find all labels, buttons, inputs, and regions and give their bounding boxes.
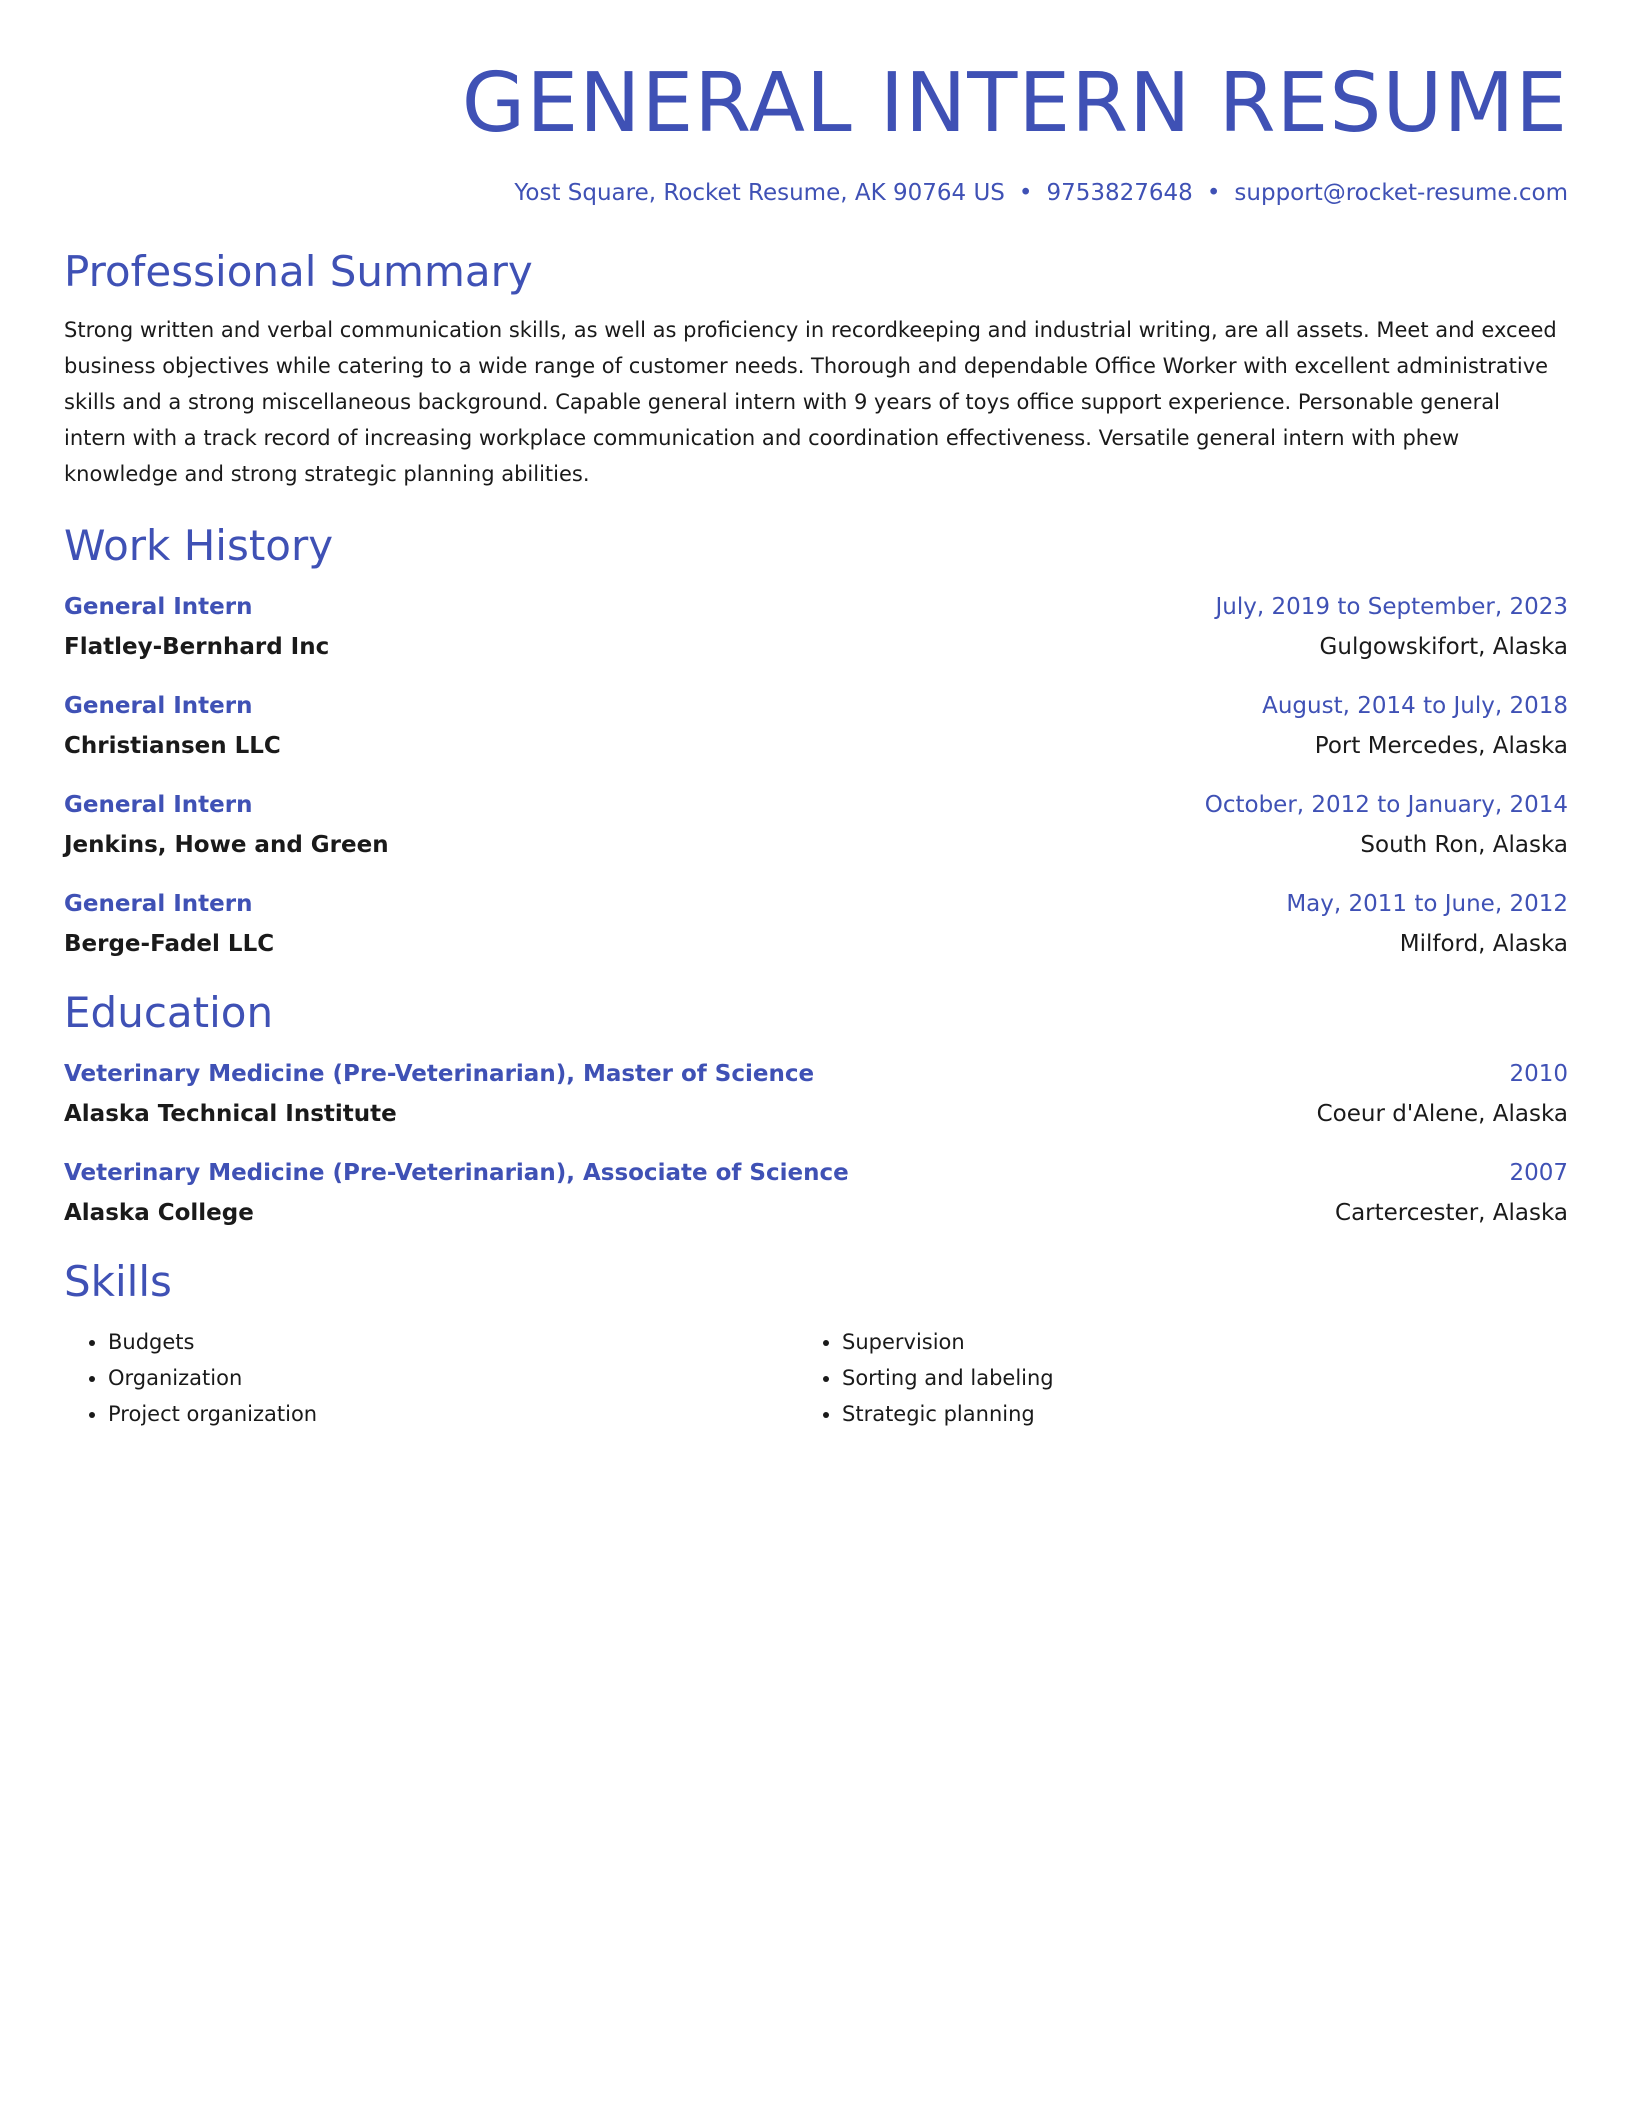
- work-entry: [64, 592, 1568, 662]
- job-dates: July, 2019 to September, 2023: [1215, 594, 1568, 620]
- school-location: Coeur d'Alene, Alaska: [1316, 1101, 1568, 1127]
- degree-year: 2010: [1509, 1061, 1568, 1087]
- job-location: Gulgowskifort, Alaska: [1319, 634, 1568, 660]
- education-heading: Education: [64, 988, 274, 1037]
- work-entry: [64, 691, 1568, 761]
- skills-list-right: [798, 1324, 1532, 1432]
- professional-summary-section: [64, 246, 1568, 492]
- education-section: [64, 987, 1568, 1228]
- summary-heading: Professional Summary: [64, 247, 533, 296]
- job-location: Milford, Alaska: [1399, 931, 1568, 957]
- skills-columns: [64, 1324, 1568, 1432]
- resume-header: [64, 56, 1568, 208]
- job-location: South Ron, Alaska: [1360, 832, 1568, 858]
- job-company: Christiansen LLC: [64, 733, 281, 759]
- skills-list-left: [64, 1324, 798, 1432]
- degree-title: Veterinary Medicine (Pre-Veterinarian), Associate of Science: [64, 1160, 849, 1186]
- work-entry: [64, 889, 1568, 959]
- skill-item: • Sorting and labeling: [842, 1360, 1532, 1396]
- school-name: Alaska College: [64, 1200, 254, 1226]
- work-history-section: [64, 520, 1568, 959]
- contact-address: Yost Square, Rocket Resume, AK 90764 US: [514, 180, 1005, 206]
- job-title: General Intern: [64, 693, 253, 719]
- education-entry: [64, 1158, 1568, 1228]
- work-entry: [64, 790, 1568, 860]
- job-dates: October, 2012 to January, 2014: [1204, 792, 1568, 818]
- job-company: Berge-Fadel LLC: [64, 931, 275, 957]
- job-title: General Intern: [64, 792, 253, 818]
- contact-separator: •: [1206, 180, 1221, 206]
- skill-item: • Budgets: [108, 1324, 798, 1360]
- contact-line: [64, 178, 1568, 208]
- job-dates: August, 2014 to July, 2018: [1262, 693, 1568, 719]
- degree-title: Veterinary Medicine (Pre-Veterinarian), Master of Science: [64, 1061, 815, 1087]
- work-history-heading: Work History: [64, 521, 334, 570]
- job-company: Jenkins, Howe and Green: [64, 832, 389, 858]
- skill-item: • Strategic planning: [842, 1396, 1532, 1432]
- school-location: Cartercester, Alaska: [1335, 1200, 1568, 1226]
- skill-item: • Supervision: [842, 1324, 1532, 1360]
- job-company: Flatley-Bernhard Inc: [64, 634, 330, 660]
- job-title: General Intern: [64, 891, 253, 917]
- job-location: Port Mercedes, Alaska: [1314, 733, 1568, 759]
- contact-separator: •: [1018, 180, 1033, 206]
- skills-heading: Skills: [64, 1257, 172, 1306]
- degree-year: 2007: [1509, 1160, 1568, 1186]
- job-dates: May, 2011 to June, 2012: [1286, 891, 1568, 917]
- skill-item: • Organization: [108, 1360, 798, 1396]
- skill-item: • Project organization: [108, 1396, 798, 1432]
- school-name: Alaska Technical Institute: [64, 1101, 397, 1127]
- summary-text: Strong written and verbal communication skills, as well as proficiency in recordkeeping and industrial writing, are all assets. Meet and exceed business objectives while catering to a wide range of customer needs. Thorough and dependable Office Worker with excellent administrative skills and a strong miscellaneous background. Capable general intern with 9 years of toys office support experience. Personable general intern with a track record of increasing workplace communication and coordination effectiveness. Versatile general intern with phew knowledge and strong strategic planning abilities.: [64, 318, 1557, 486]
- skills-section: [64, 1256, 1568, 1432]
- contact-phone: 9753827648: [1046, 180, 1193, 206]
- contact-email: support@rocket-resume.com: [1234, 180, 1568, 206]
- resume-title: GENERAL INTERN RESUME: [461, 56, 1568, 151]
- education-entry: [64, 1059, 1568, 1129]
- job-title: General Intern: [64, 594, 253, 620]
